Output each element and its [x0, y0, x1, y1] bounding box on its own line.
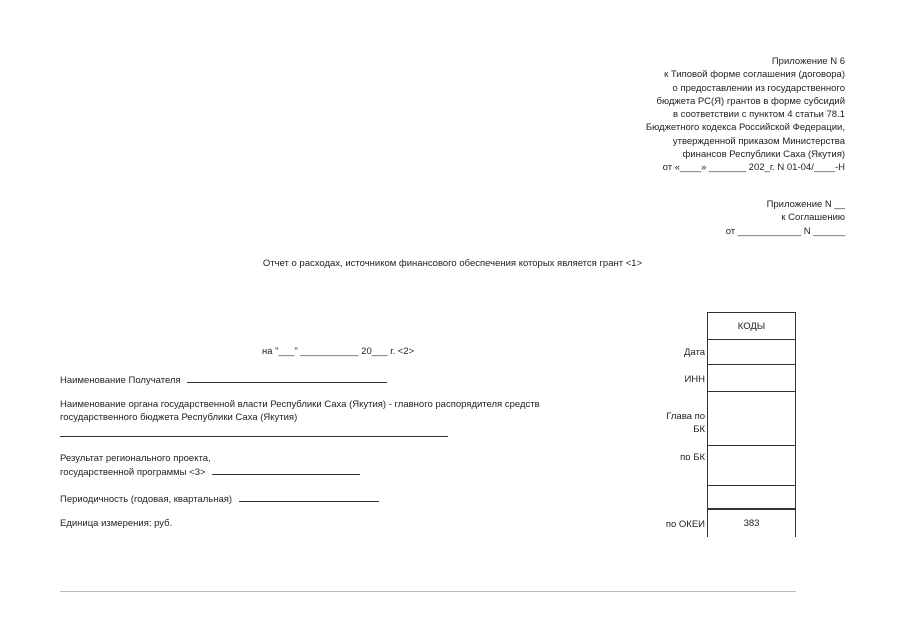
agreement-line: к Соглашению [781, 212, 845, 224]
periodicity-input-line[interactable] [239, 492, 379, 502]
code-glava-cell[interactable] [707, 391, 796, 445]
periodicity-label: Периодичность (годовая, квартальная) [60, 494, 233, 505]
result-label-line2: государственной программы <3> [60, 467, 206, 478]
appendix-line: от «____» _______ 202_г. N 01-04/____-Н [662, 162, 845, 174]
code-date-cell[interactable] [707, 339, 796, 364]
appendix-line: о предоставлении из государственного [672, 82, 845, 94]
unit-label: Единица измерения: руб. [60, 518, 173, 529]
appendix-line: Бюджетного кодекса Российской Федерации, [645, 122, 845, 134]
result-label-line1: Результат регионального проекта, [60, 453, 211, 464]
appendix-line: в соответствии с пунктом 4 статьи 78.1 [672, 109, 845, 121]
code-periodicity-cell[interactable] [707, 485, 796, 509]
authority-label-line2: государственного бюджета Республики Саха (Якутия) [60, 412, 298, 423]
appendix-line: бюджета РС(Я) грантов в форме субсидий [656, 95, 845, 107]
code-okei-cell: 383 [707, 509, 796, 537]
report-date-line: на "___" ___________ 20___ г. <2> [262, 346, 415, 357]
recipient-input-line[interactable] [187, 373, 387, 383]
po-bk-label: по БК [680, 452, 705, 463]
appendix-line: финансов Республики Саха (Якутия) [682, 149, 845, 161]
po-okei-label: по ОКЕИ [665, 519, 705, 530]
code-inn-cell[interactable] [707, 364, 796, 391]
recipient-label: Наименование Получателя [60, 375, 181, 386]
periodicity-field [60, 492, 379, 505]
date-label: Дата [683, 347, 705, 358]
recipient-field [60, 373, 387, 386]
authority-label-line1: Наименование органа государственной власти Республики Саха (Якутия) - главного распорядителя средств [60, 399, 540, 410]
inn-label: ИНН [684, 374, 705, 385]
authority-input-line[interactable] [60, 436, 448, 437]
glava-label-line2: БК [693, 424, 705, 435]
result-field [60, 452, 360, 479]
codes-table [707, 312, 796, 537]
appendix-line: к Типовой форме соглашения (договора) [664, 69, 845, 81]
glava-label-line1: Глава по [666, 411, 705, 422]
code-bk-cell[interactable] [707, 445, 796, 485]
agreement-line: Приложение N __ [766, 199, 845, 210]
report-title: Отчет о расходах, источником финансового обеспечения которых является грант <1> [262, 258, 643, 269]
glava-label [666, 410, 705, 436]
appendix-line: Приложение N 6 [771, 56, 845, 67]
page-divider [60, 591, 796, 592]
appendix-header [646, 55, 845, 175]
agreement-header [726, 198, 845, 238]
result-input-line[interactable] [212, 465, 360, 475]
authority-field [60, 398, 540, 424]
appendix-line: утвержденной приказом Министерства [672, 135, 845, 147]
agreement-line: от ____________ N ______ [725, 225, 845, 237]
codes-header: КОДЫ [707, 312, 796, 339]
